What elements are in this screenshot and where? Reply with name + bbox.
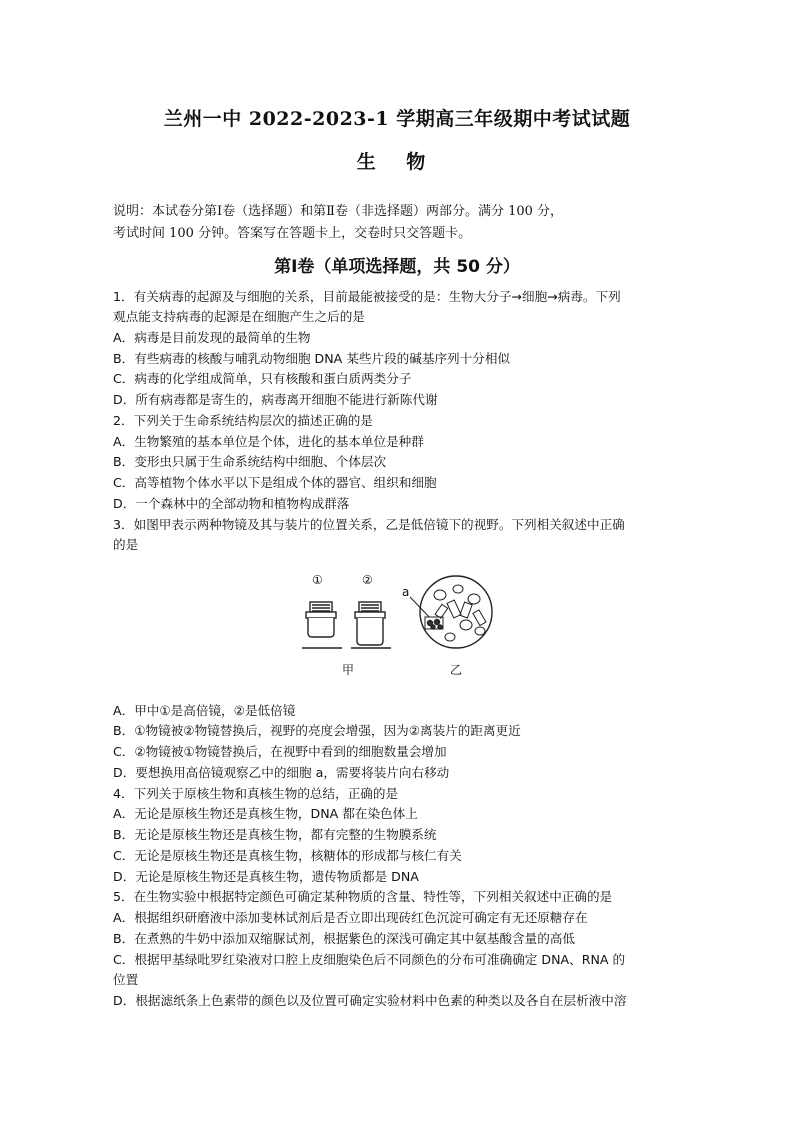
question-2-option-d: D．一个森林中的全部动物和植物构成群落 <box>113 496 350 511</box>
question-5-option-b: B．在煮熟的牛奶中添加双缩脲试剂，根据紫色的深浅可确定其中氨基酸含量的高低 <box>113 931 576 946</box>
question-2-stem: 2．下列关于生命系统结构层次的描述正确的是 <box>113 413 373 428</box>
objective-1 <box>302 602 342 648</box>
question-5-option-d: D．根据滤纸条上色素带的颜色以及位置可确定实验材料中色素的种类以及各自在层析液中溶 <box>113 993 627 1008</box>
question-4-option-d: D．无论是原核生物还是真核生物，遗传物质都是 DNA <box>113 869 419 884</box>
question-3-option-a: A．甲中①是高倍镜，②是低倍镜 <box>113 703 296 718</box>
field-of-view <box>410 576 492 648</box>
question-2-option-c: C．高等植物个体水平以下是组成个体的器官、组织和细胞 <box>113 475 437 490</box>
question-3-option-c: C．②物镜被①物镜替换后，在视野中看到的细胞数量会增加 <box>113 744 447 759</box>
question-3-option-d: D．要想换用高倍镜观察乙中的细胞 a，需要将装片向右移动 <box>113 765 450 780</box>
question-3-stem-cont: 的是 <box>113 537 139 552</box>
question-1-stem: 1．有关病毒的起源及与细胞的关系，目前最能被接受的是：生物大分子→细胞→病毒。下列 <box>113 289 621 304</box>
subject-title: 生 物 <box>356 151 438 173</box>
label-objective-1: ① <box>312 573 323 587</box>
question-1-option-a: A．病毒是目前发现的最简单的生物 <box>113 330 311 345</box>
question-2-option-a: A．生物繁殖的基本单位是个体，进化的基本单位是种群 <box>113 434 424 449</box>
instructions-line-2: 考试时间 100 分钟。答案写在答题卡上，交卷时只交答题卡。 <box>113 226 472 241</box>
question-3-option-b: B．①物镜被②物镜替换后，视野的亮度会增强，因为②离装片的距离更近 <box>113 723 521 738</box>
question-5-option-c: C．根据甲基绿吡罗红染液对口腔上皮细胞染色后不同颜色的分布可准确确定 DNA、RNA 的 <box>113 952 626 967</box>
question-5-stem: 5．在生物实验中根据特定颜色可确定某种物质的含量、特性等，下列相关叙述中正确的是 <box>113 889 613 904</box>
label-jia: 甲 <box>342 663 355 677</box>
exam-title: 兰州一中 2022-2023-1 学期高三年级期中考试试题 <box>163 108 631 130</box>
question-5-option-a: A．根据组织研磨液中添加斐林试剂后是否立即出现砖红色沉淀可确定有无还原糖存在 <box>113 910 588 925</box>
question-5-option-c-cont: 位置 <box>113 972 139 987</box>
label-cell-a: a <box>402 585 410 599</box>
question-4-option-a: A．无论是原核生物还是真核生物，DNA 都在染色体上 <box>113 806 418 821</box>
question-1-stem-cont: 观点能支持病毒的起源是在细胞产生之后的是 <box>113 309 365 324</box>
instructions-line-1: 说明：本试卷分第Ⅰ卷（选择题）和第Ⅱ卷（非选择题）两部分。满分 100 分， <box>113 204 564 219</box>
microscope-figure <box>290 575 510 685</box>
question-4-stem: 4．下列关于原核生物和真核生物的总结，正确的是 <box>113 786 399 801</box>
question-1-option-b: B．有些病毒的核酸与哺乳动物细胞 DNA 某些片段的碱基序列十分相似 <box>113 351 511 366</box>
question-4-option-c: C．无论是原核生物还是真核生物，核糖体的形成都与核仁有关 <box>113 848 462 863</box>
question-2-option-b: B．变形虫只属于生命系统结构中细胞、个体层次 <box>113 454 387 469</box>
label-objective-2: ② <box>362 573 373 587</box>
label-yi: 乙 <box>450 663 463 677</box>
question-1-option-c: C．病毒的化学组成简单，只有核酸和蛋白质两类分子 <box>113 371 412 386</box>
microscope-figure-drawing <box>290 575 510 685</box>
question-4-option-b: B．无论是原核生物还是真核生物，都有完整的生物膜系统 <box>113 827 437 842</box>
question-1-option-d: D．所有病毒都是寄生的，病毒离开细胞不能进行新陈代谢 <box>113 392 438 407</box>
objective-2 <box>351 602 391 648</box>
section-title: 第Ⅰ卷（单项选择题，共 50 分） <box>274 257 520 277</box>
question-3-stem: 3．如图甲表示两种物镜及其与装片的位置关系，乙是低倍镜下的视野。下列相关叙述中正确 <box>113 517 625 532</box>
